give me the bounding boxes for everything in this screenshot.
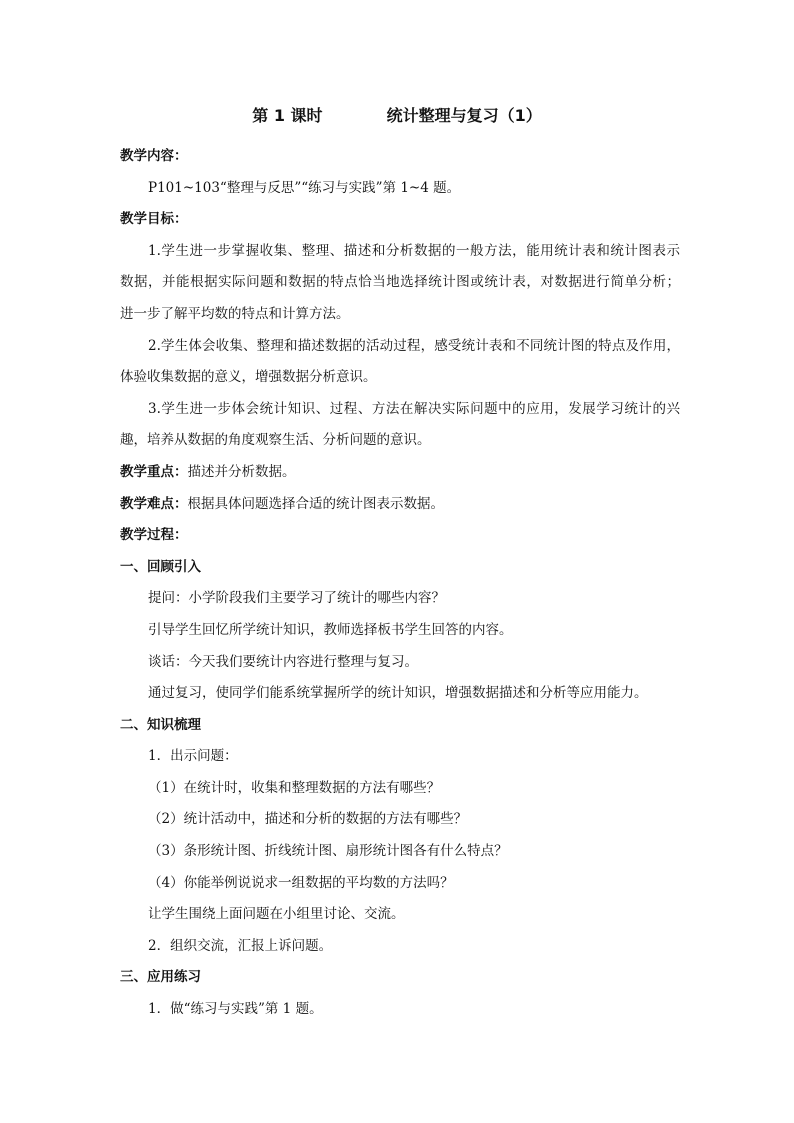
goal-2-line-1: 2.学生体会收集、整理和描述数据的活动过程，感受统计表和不同统计图的特点及作用， [148, 337, 680, 354]
lesson-topic: 统计整理与复习（1） [386, 106, 542, 125]
section-2-question-2: （2）统计活动中，描述和分析的数据的方法有哪些？ [148, 811, 468, 828]
lesson-number: 第 1 课时 [252, 106, 323, 125]
section-2-question-3: （3）条形统计图、折线统计图、扇形统计图各有什么特点？ [148, 843, 508, 860]
section-1-line-1: 提问：小学阶段我们主要学习了统计的哪些内容？ [148, 590, 445, 607]
goal-1-line-3: 进一步了解平均数的特点和计算方法。 [120, 305, 350, 322]
section-2-question-1: （1）在统计时，收集和整理数据的方法有哪些？ [148, 779, 441, 796]
process-heading: 教学过程： [120, 527, 188, 544]
content-text: P101~103“整理与反思”“练习与实践”第 1~4 题。 [148, 179, 461, 196]
goals-heading: 教学目标： [120, 211, 188, 228]
difficulty-text: 根据具体问题选择合适的统计图表示数据。 [187, 495, 444, 512]
section-2-line-1: 1．出示问题： [148, 748, 238, 765]
lesson-title [0, 104, 794, 128]
difficulty-label: 教学难点： [120, 495, 188, 512]
difficulty-point [120, 489, 680, 521]
section-2-line-3: 2．组织交流，汇报上诉问题。 [148, 937, 333, 954]
section-2-line-2: 让学生围绕上面问题在小组里讨论、交流。 [148, 906, 405, 923]
section-1-line-2: 引导学生回忆所学统计知识，教师选择板书学生回答的内容。 [148, 621, 513, 638]
goal-1-line-2: 数据，并能根据实际问题和数据的特点恰当地选择统计图或统计表，对数据进行简单分析； [120, 274, 680, 291]
goal-3-line-2: 趣，培养从数据的角度观察生活、分析问题的意识。 [120, 432, 431, 449]
key-point-label: 教学重点： [120, 463, 188, 480]
lesson-body [120, 141, 680, 1026]
section-3-heading: 三、应用练习 [120, 969, 201, 986]
goal-3-line-1: 3.学生进一步体会统计知识、过程、方法在解决实际问题中的应用，发展学习统计的兴 [148, 400, 680, 417]
section-3-line-1: 1．做“练习与实践”第 1 题。 [148, 1001, 323, 1018]
key-point-text: 描述并分析数据。 [187, 463, 296, 480]
goal-2-line-2: 体验收集数据的意义，增强数据分析意识。 [120, 369, 377, 386]
section-1-heading: 一、回顾引入 [120, 558, 201, 575]
section-2-heading: 二、知识梳理 [120, 716, 201, 733]
key-point [120, 457, 680, 489]
section-1-line-4: 通过复习，使同学们能系统掌握所学的统计知识，增强数据描述和分析等应用能力。 [148, 685, 648, 702]
section-1-line-3: 谈话：今天我们要统计内容进行整理与复习。 [148, 653, 418, 670]
section-2-question-4: （4）你能举例说说求一组数据的平均数的方法吗？ [148, 874, 454, 891]
goal-1-line-1: 1.学生进一步掌握收集、整理、描述和分析数据的一般方法，能用统计表和统计图表示 [148, 242, 680, 259]
content-heading: 教学内容： [120, 148, 188, 164]
